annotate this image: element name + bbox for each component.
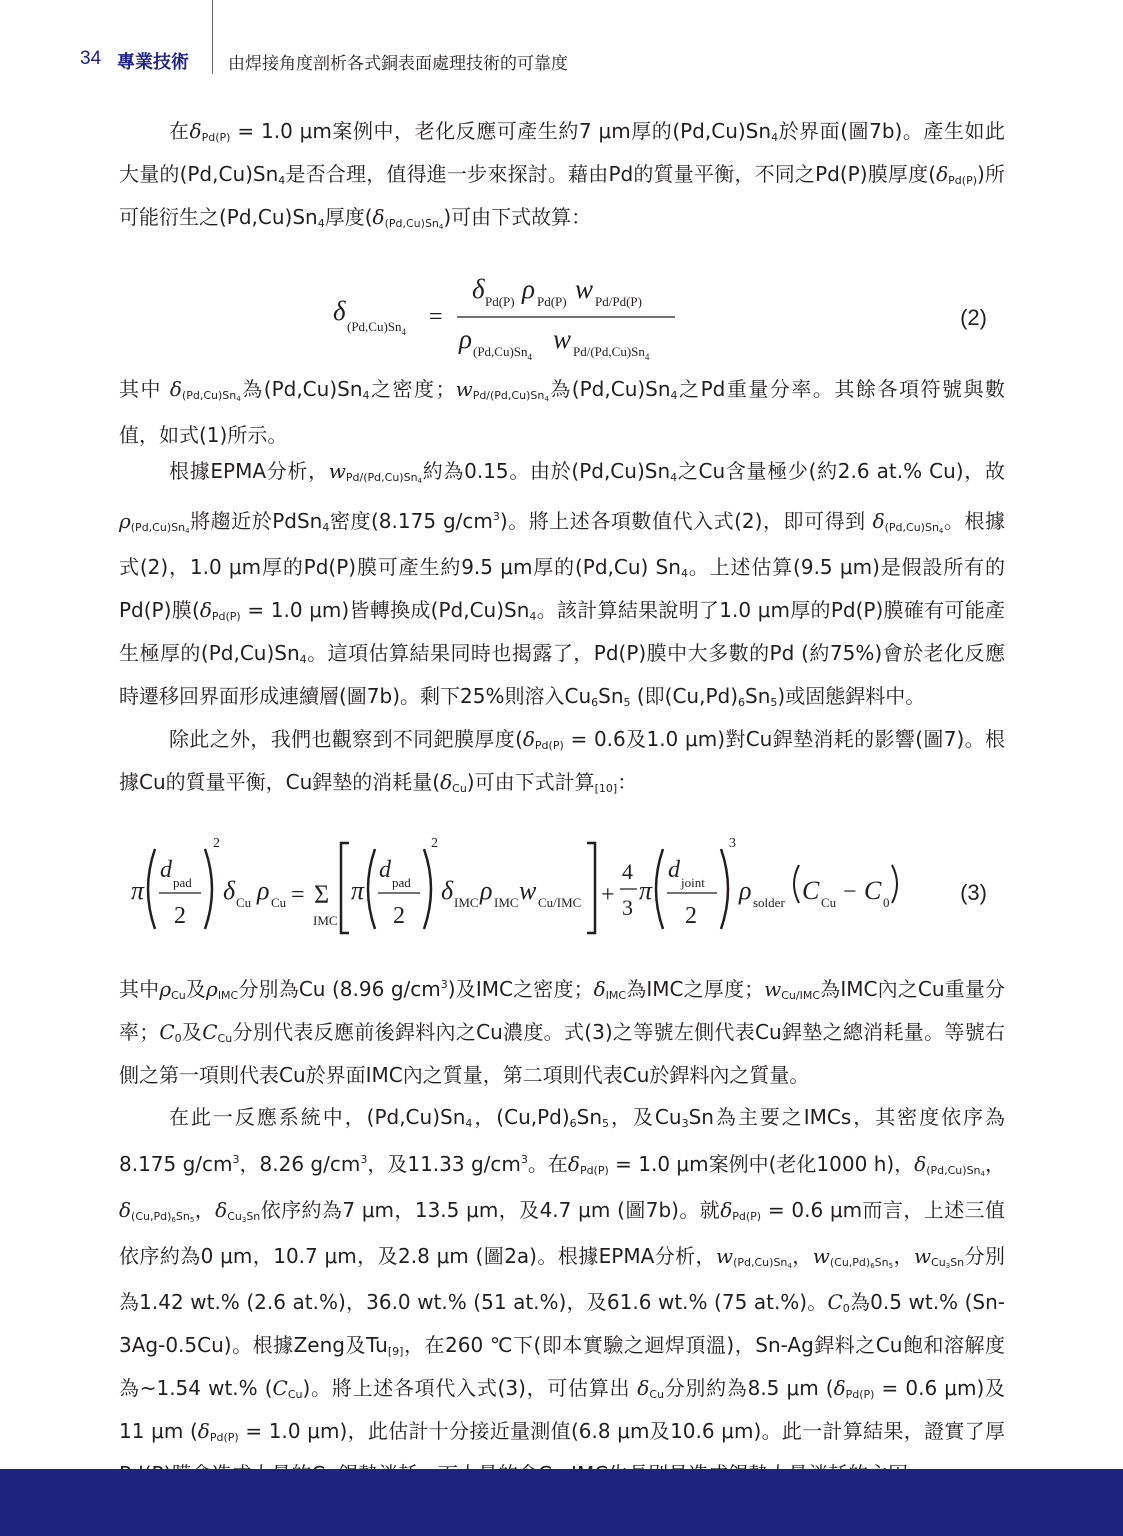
equation-3-formula — [119, 823, 1005, 953]
svg-text:2: 2 — [174, 903, 186, 929]
article-body — [119, 113, 1005, 1492]
svg-text:w: w — [519, 876, 537, 905]
equation-number-2: (2) — [960, 305, 987, 330]
svg-text:IMC: IMC — [454, 895, 479, 910]
page-header — [0, 0, 1123, 80]
paragraph-4: 除此之外，我們也觀察到不同鈀膜厚度($\delta_{Pd(P)} = 0.6$及1.0 μm)對Cu銲墊消耗的影響(圖7)。根據Cu的質量平衡，Cu銲墊的消耗量$(\delta_{Cu})$可由下式計算$_{[10]}$： — [119, 727, 1005, 795]
header-divider — [212, 0, 213, 74]
svg-text:4: 4 — [622, 859, 633, 884]
svg-text:w: w — [553, 324, 572, 354]
svg-text:C: C — [864, 876, 882, 905]
svg-text:δ: δ — [472, 274, 485, 304]
svg-text:0: 0 — [883, 895, 890, 910]
footer-bar — [0, 1469, 1123, 1536]
paragraph-5: 其中$\rho_{Cu}$及$\rho_{IMC}$分別為Cu (8.96 $g/cm^3$)及IMC之密度；$\delta_{IMC}$為IMC之厚度；$w_{Cu/IMC}$為IMC內之Cu重量分率；$C_0$及$C_{Cu}$分別代表反應前後銲料內之Cu濃度。式(3)之等號左側代表Cu銲墊之總消耗量。等號右側之第一項則代表Cu於界面IMC內之質量，第二項則代表Cu於銲料內之質量。 — [119, 977, 1006, 1087]
svg-text:δ: δ — [223, 876, 236, 905]
svg-text:d: d — [668, 857, 680, 883]
equation-3 — [119, 823, 1005, 953]
svg-text:w: w — [575, 274, 594, 304]
svg-text:Cu: Cu — [271, 895, 287, 910]
svg-text:2: 2 — [431, 836, 438, 851]
svg-text:π: π — [351, 876, 365, 905]
svg-text:IMC: IMC — [494, 895, 519, 910]
paragraph-1: 在$\delta_{Pd(P)} = 1.0$ μm案例中，老化反應可產生約7 μm厚的$(Pd,Cu)Sn_4$於界面(圖7b)。產生如此大量的$(Pd,Cu)Sn_4$是否合理，值得進一步來探討。藉由Pd的質量平衡，不同之Pd(P)膜厚度$(\delta_{Pd(P)})$所可能衍生之$(Pd,Cu)Sn_4$厚度$(\delta_{(Pd,Cu)Sn_4})$可由下式故算： — [119, 119, 1006, 231]
svg-text:π: π — [639, 876, 653, 905]
svg-text:Σ: Σ — [314, 880, 330, 909]
svg-text:2: 2 — [213, 836, 220, 851]
svg-text:solder: solder — [753, 895, 785, 910]
svg-text:δ: δ — [441, 876, 454, 905]
citation-9: [9] — [387, 1345, 404, 1358]
equation-2-formula — [119, 253, 1005, 371]
equation-number-3: (3) — [960, 880, 987, 905]
svg-text:d: d — [379, 857, 391, 883]
svg-text:Cu: Cu — [821, 895, 837, 910]
svg-text:ρ: ρ — [459, 324, 472, 354]
page-number: 34 — [80, 48, 102, 69]
svg-text:=: = — [429, 304, 443, 330]
svg-text:(Pd,Cu)Sn4: $(Pd,Cu)Sn_4$ — [347, 319, 407, 337]
svg-text:=: = — [291, 882, 305, 908]
svg-text:IMC: IMC — [313, 913, 338, 928]
citation-10: [10] — [594, 782, 618, 795]
paragraph-6: 在此一反應系統中，$(Pd,Cu)Sn_4$，$(Cu,Pd)_6Sn_5$，及$Cu_3Sn$為主要之IMCs，其密度依序為8.175 $g/cm^3$，8.26 $g/cm^3$，及11.33 $g/cm^3$。在$\delta_{Pd(P)} = 1.0$ μm案例中(老化1000 h)，$\delta_{(Pd,Cu)Sn_4}$，$\delta_{(Cu,Pd)_6Sn_5}$，$\delta_{Cu_3Sn}$依序約為7 μm，13.5 μm，及4.7 μm (圖7b)。就$\delta_{Pd(P)} = 0.6$ μm而言，上述三值依序約為0 μm，10.7 μm，及2.8 μm (圖2a)。根據EPMA分析，$w_{(Pd,Cu)Sn_4}$，$w_{(Cu,Pd)_6Sn_5}$，$w_{Cu_3Sn}$分別為1.42 wt.% (2.6 at.%)，36.0 wt.% (51 at.%)，及61.6 wt.% (75 at.%)。$C_0$為0.5 wt.% (Sn-3Ag-0.5Cu)。根據Zeng及$Tu_{[9]}$，在260 ℃下(即本實驗之迴焊頂溫)，Sn-Ag銲料之Cu飽和溶解度為~1.54 wt.% $(C_{Cu})$。將上述各項代入式(3)，可估算出 $\delta_{Cu}$分別約為8.5 μm ($\delta_{Pd(P)} = 0.6$ μm)及11 μm ($\delta_{Pd(P)} = 1.0$ μm)，此估計十分接近量測值(6.8 μm及10.6 μm)。此一計算結果，證實了厚 — [119, 1105, 1006, 1444]
svg-text:ρ: ρ — [739, 876, 752, 905]
svg-text:pad: pad — [173, 875, 192, 890]
svg-text:π: π — [131, 876, 145, 905]
svg-text:Cu: Cu — [236, 895, 252, 910]
paragraph-3: 根據EPMA分析，$w_{Pd/(Pd,Cu)Sn_4}$約為0.15。由於$(Pd,Cu)Sn_4$之Cu含量極少(約2.6 at.% Cu)，故$\rho_{(Pd,Cu)Sn_4}$將趨近於PdSn$_4$密度(8.175 $g/cm^3$)。將上述各項數值代入式(2)，即可得到 $\delta_{(Pd,Cu)Sn_4}$。根據式(2)，1.0 μm厚的Pd(P)膜可產生約9.5 μm厚的(Pd,Cu) $Sn_4$。上述估算(9.5 μm)是假設所有的Pd(P)膜($\delta_{Pd(P)} = 1.0$ μm)皆轉換成$(Pd,Cu)Sn_4$。該計算結果說明了1.0 μm厚的Pd(P)膜確有可能產生極厚的$(Pd,Cu)Sn_4$。這項估算結果同時也揭露了，Pd(P)膜中大多數的Pd (約75%)會於老化反應時遷移回界面形成連續層(圖7b)。剩下25%則溶入$Cu_6Sn_5$ (即$(Cu,Pd)_6Sn_5$)或固態銲料中。 — [119, 459, 1006, 709]
svg-text:2: 2 — [393, 903, 405, 929]
paragraph-2: 其中 $\delta_{(Pd,Cu)Sn_4}$為$(Pd,Cu)Sn_4$之密度；$w_{Pd/(Pd,Cu)Sn_4}$為$(Pd,Cu)Sn_4$之Pd重量分率。其餘各項符號與數值，如式(1)所示。 — [119, 377, 1006, 447]
svg-text:ρ: ρ — [257, 876, 270, 905]
svg-text:Cu/IMC: Cu/IMC — [538, 895, 582, 910]
equation-2 — [119, 253, 1005, 371]
svg-text:Pd(P): Pd(P) — [485, 294, 515, 309]
svg-text:+: + — [601, 882, 615, 908]
svg-text:2: 2 — [685, 903, 697, 929]
svg-text:d: d — [160, 857, 172, 883]
svg-text:δ: δ — [333, 296, 346, 326]
svg-text:Pd/Pd(P): Pd/Pd(P) — [595, 294, 642, 309]
svg-text:Pd/(Pd,Cu)Sn4: $Pd/(Pd,Cu)Sn_4$ — [573, 344, 650, 362]
article-title: 由焊接角度剖析各式銅表面處理技術的可靠度 — [228, 54, 568, 74]
svg-text:C: C — [802, 876, 820, 905]
svg-text:joint: joint — [681, 875, 705, 890]
svg-text:Pd(P): Pd(P) — [537, 294, 567, 309]
svg-text:ρ: ρ — [522, 274, 535, 304]
svg-text:ρ: ρ — [480, 876, 493, 905]
svg-text:−: − — [843, 879, 857, 905]
svg-text:pad: pad — [392, 875, 411, 890]
section-label: 專業技術 — [117, 52, 189, 73]
svg-text:3: 3 — [622, 895, 633, 920]
svg-text:3: 3 — [729, 836, 736, 851]
svg-text:(Pd,Cu)Sn4: $(Pd,Cu)Sn_4$ — [473, 344, 533, 362]
